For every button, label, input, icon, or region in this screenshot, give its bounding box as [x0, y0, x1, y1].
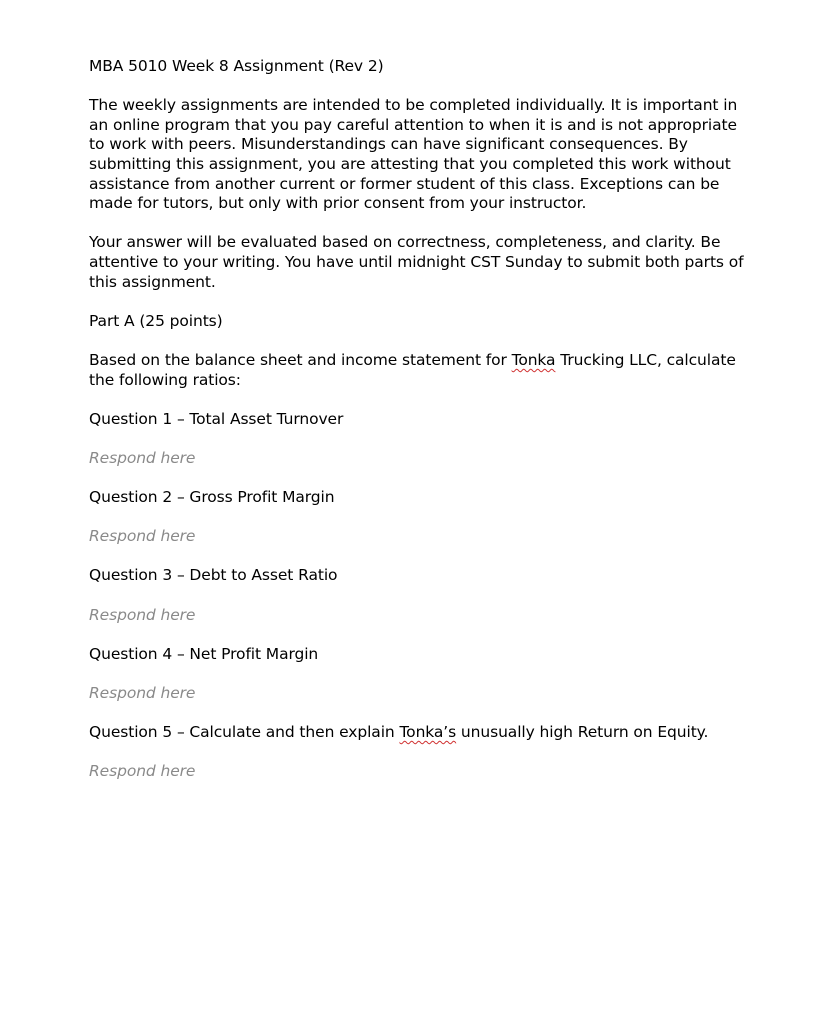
question-5-text-after: unusually high Return on Equity. — [456, 723, 709, 742]
document-title: MBA 5010 Week 8 Assignment (Rev 2) — [89, 57, 384, 75]
evaluation-paragraph: Your answer will be evaluated based on correctness, completeness, and clarity. Be attentive to your writing. You have until midnight CST Sunday to submit both parts of this assignment. — [89, 233, 744, 291]
question-3-label: Question 3 – Debt to Asset Ratio — [89, 566, 338, 585]
question-4-response[interactable]: Respond here — [89, 684, 196, 702]
part-heading: Part A (25 points) — [89, 311, 223, 330]
question-1-label: Question 1 – Total Asset Turnover — [89, 409, 344, 428]
question-1-response[interactable]: Respond here — [89, 448, 196, 467]
question-2-response[interactable]: Respond here — [89, 527, 196, 546]
question-2-label: Question 2 – Gross Profit Margin — [89, 488, 335, 507]
instruction-text-after: Trucking LLC, calculate the following ratios: — [89, 350, 736, 389]
instruction-text-before: Based on the balance sheet and income statement for — [89, 350, 512, 369]
question-5-label — [89, 723, 749, 743]
instruction-paragraph — [89, 351, 749, 390]
question-5-response[interactable]: Respond here — [89, 762, 196, 781]
question-5-text-before: Question 5 – Calculate and then explain — [89, 723, 400, 742]
intro-paragraph: The weekly assignments are intended to be completed individually. It is important in an online program that you pay careful attention to when it is and is not appropriate to work with peers. Misunderstandings can have significant consequences. By submitting this assignment, you are attesting that you completed this work without assistance from another current or former student of this class. Exceptions can be made for tutors, but only with prior consent from your instructor. — [89, 96, 738, 213]
question-5-company-misspelled: Tonka’s — [399, 723, 457, 742]
question-3-response[interactable]: Respond here — [89, 605, 196, 624]
document-page — [89, 57, 749, 802]
company-name-misspelled: Tonka — [511, 350, 556, 369]
question-4-label: Question 4 – Net Profit Margin — [89, 644, 319, 663]
